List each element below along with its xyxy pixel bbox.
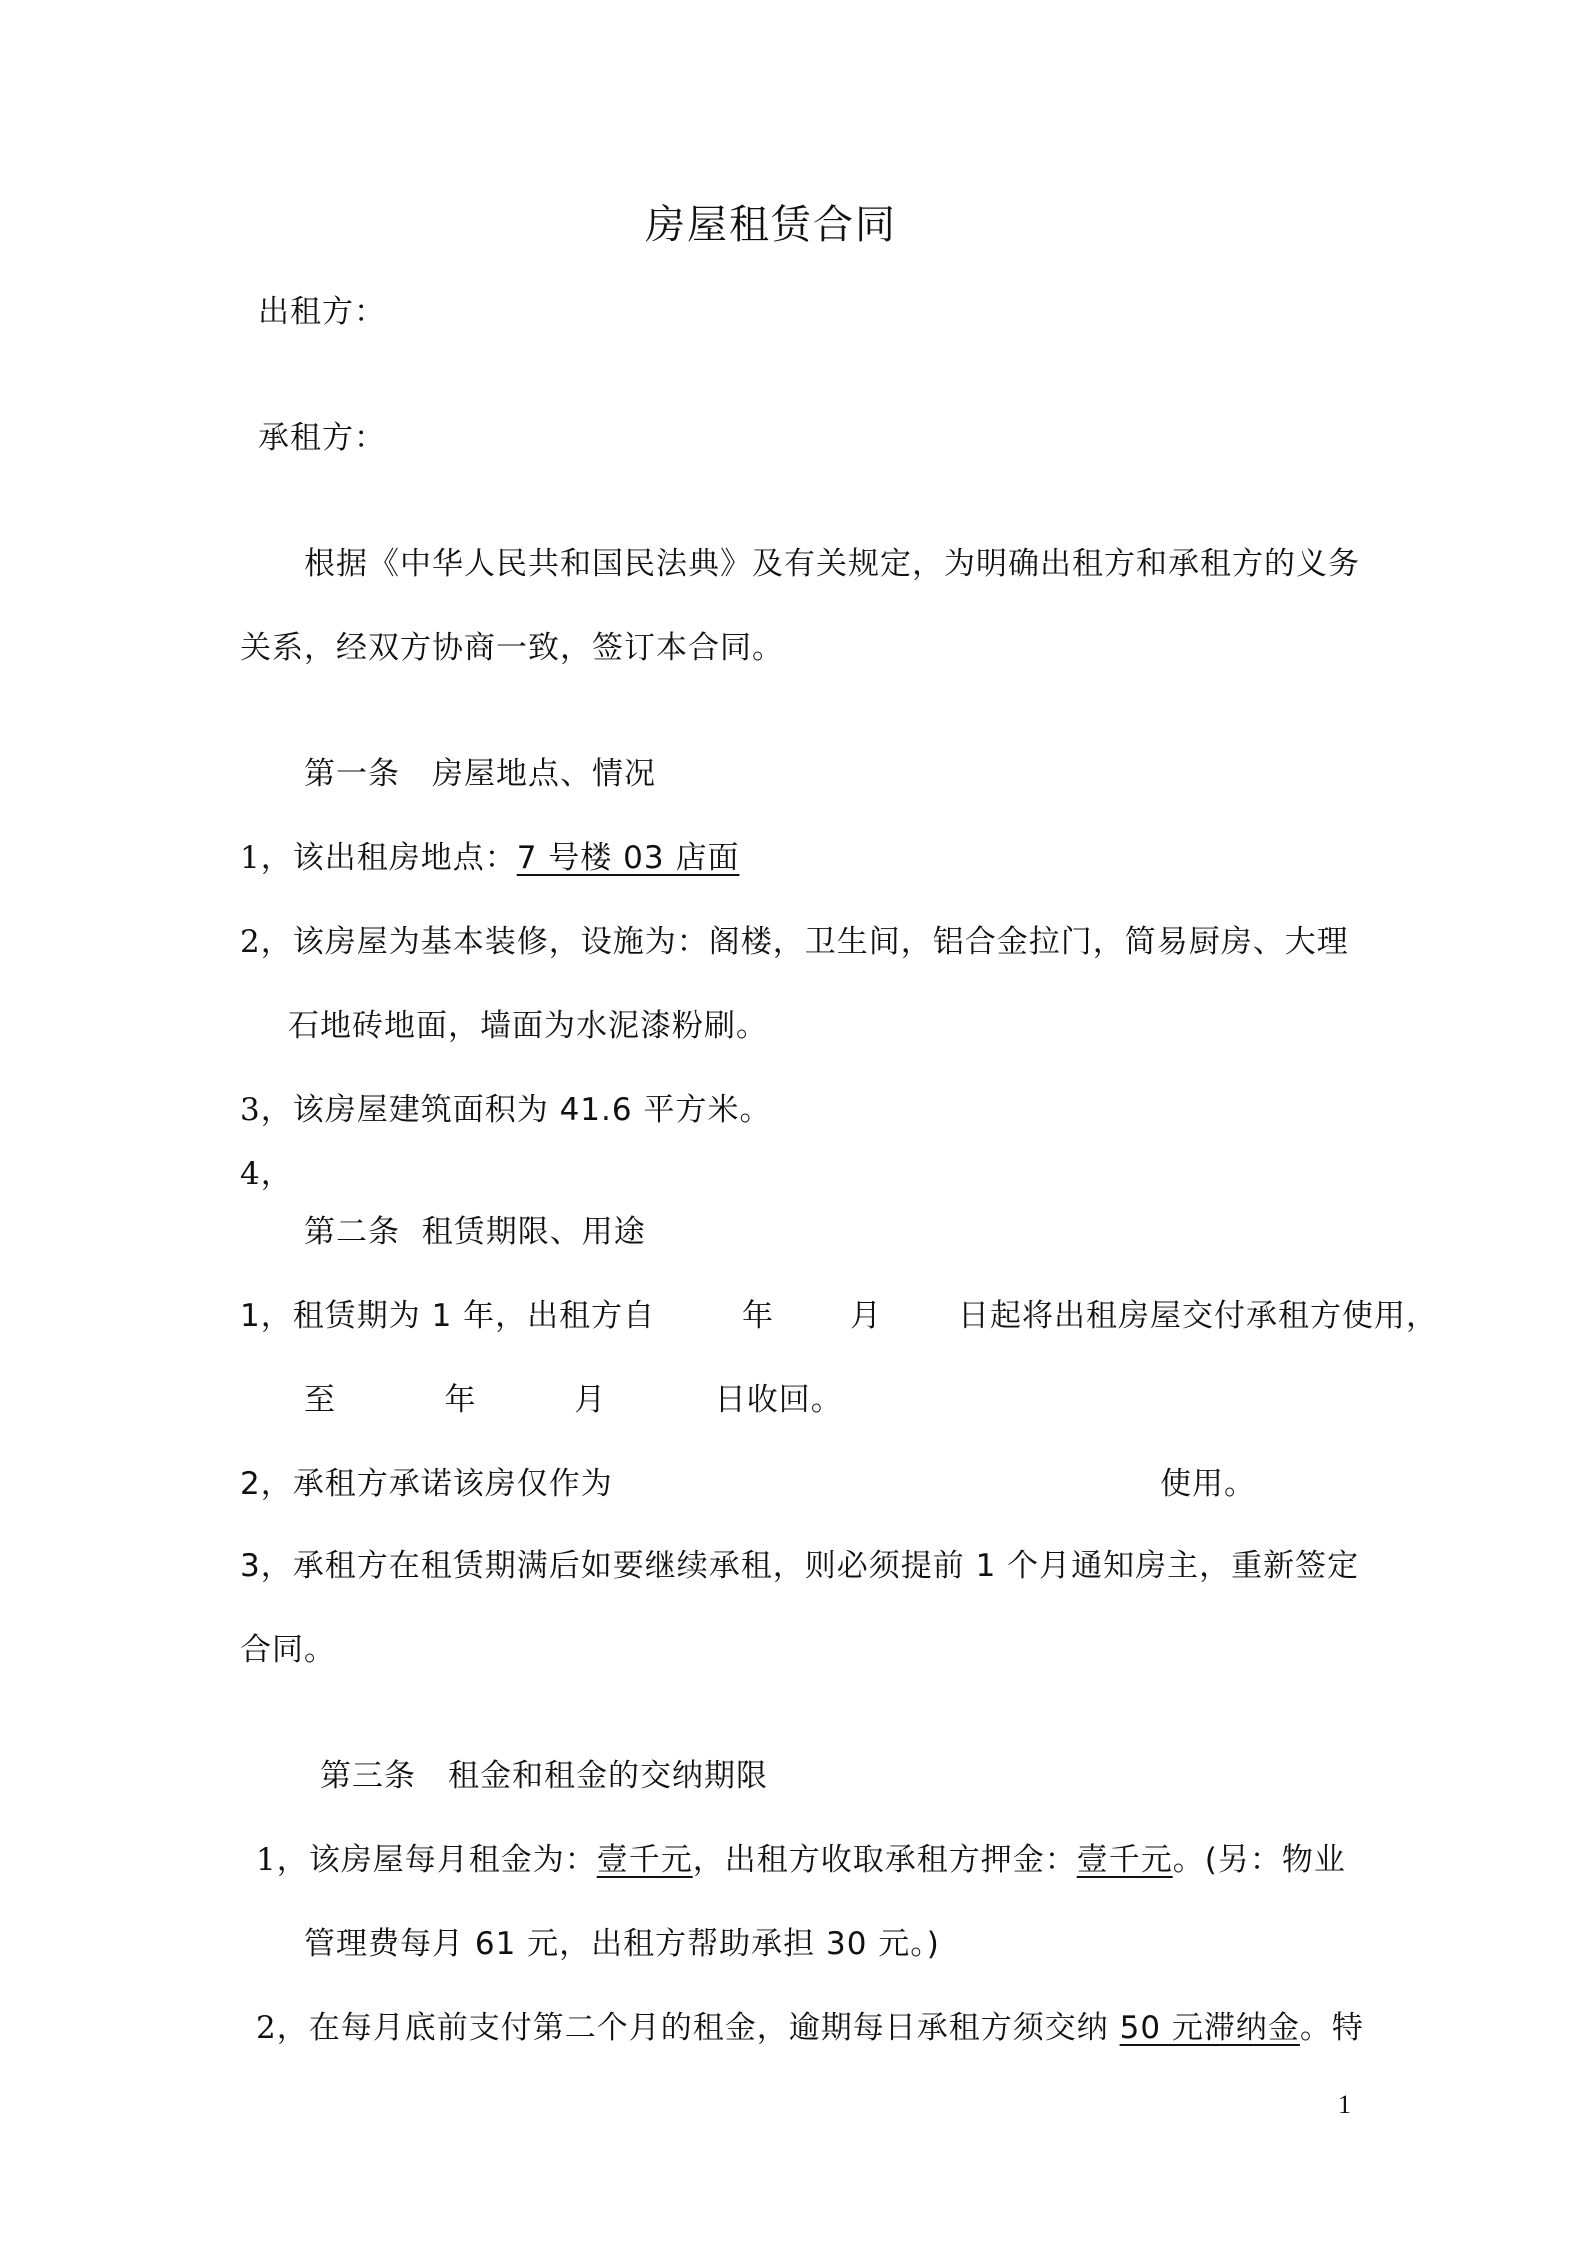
item-number: 3， [240, 1092, 293, 1128]
late-fee-value: 50 元滞纳金 [1119, 2010, 1300, 2046]
article-2-item-1: 1，租赁期为 1 年，出租方自 年 月 日起将出租房屋交付承租方使用， [240, 1298, 1438, 1334]
article-2-item-2-end: 使用。 [1160, 1466, 1256, 1502]
page-number: 1 [1338, 2090, 1351, 2119]
item-text: 该出租房地点： [292, 840, 517, 876]
page-title: 房屋租赁合同 [645, 202, 897, 248]
location-value: 7 号楼 03 店面 [516, 840, 740, 876]
article-1-item-4: 4， [240, 1156, 293, 1192]
lessor-label: 出租方： [258, 294, 386, 330]
article-2-item-3: 3，承租方在租赁期满后如要继续承租，则必须提前 1 个月通知房主，重新签定 [240, 1548, 1360, 1584]
article-1-item-2-cont: 石地砖地面，墙面为水泥漆粉刷。 [288, 1008, 768, 1044]
article-2-item-2: 2，承租方承诺该房仅作为 [240, 1466, 613, 1502]
item-text: ，出租方收取承租方押金： [692, 1842, 1077, 1878]
article-1-item-1 [240, 838, 739, 878]
deposit-value: 壹千元 [1076, 1842, 1173, 1878]
article-2-item-3-cont: 合同。 [240, 1632, 336, 1668]
item-number: 2， [240, 924, 293, 960]
preamble-line-2: 关系，经双方协商一致，签订本合同。 [240, 630, 784, 666]
rent-value: 壹千元 [596, 1842, 693, 1878]
article-3-item-2 [256, 2008, 1364, 2048]
article-2-heading: 第二条 租赁期限、用途 [304, 1214, 646, 1250]
article-1-item-3 [240, 1090, 771, 1130]
item-number: 1， [256, 1842, 309, 1878]
article-3-heading: 第三条 租金和租金的交纳期限 [320, 1758, 768, 1794]
preamble-line-1: 根据《中华人民共和国民法典》及有关规定，为明确出租方和承租方的义务 [304, 546, 1360, 582]
article-2-item-1-cont: 至 年 月 日收回。 [304, 1382, 843, 1418]
item-text: 。特 [1299, 2010, 1364, 2046]
item-text: 该房屋建筑面积为 41.6 平方米。 [292, 1092, 772, 1128]
article-1-heading: 第一条 房屋地点、情况 [304, 756, 656, 792]
article-3-item-1-cont: 管理费每月 61 元，出租方帮助承担 30 元。) [304, 1926, 940, 1962]
article-1-item-2 [240, 922, 1349, 962]
item-text: 。(另：物业 [1172, 1842, 1346, 1878]
item-text: 该房屋为基本装修，设施为：阁楼，卫生间，铝合金拉门，简易厨房、大理 [292, 924, 1349, 960]
item-text: 在每月底前支付第二个月的租金，逾期每日承租方须交纳 [308, 2010, 1120, 2046]
lessee-label: 承租方： [258, 420, 386, 456]
item-number: 2， [256, 2010, 309, 2046]
item-number: 1， [240, 840, 293, 876]
article-3-item-1 [256, 1840, 1346, 1880]
item-text: 该房屋每月租金为： [308, 1842, 597, 1878]
